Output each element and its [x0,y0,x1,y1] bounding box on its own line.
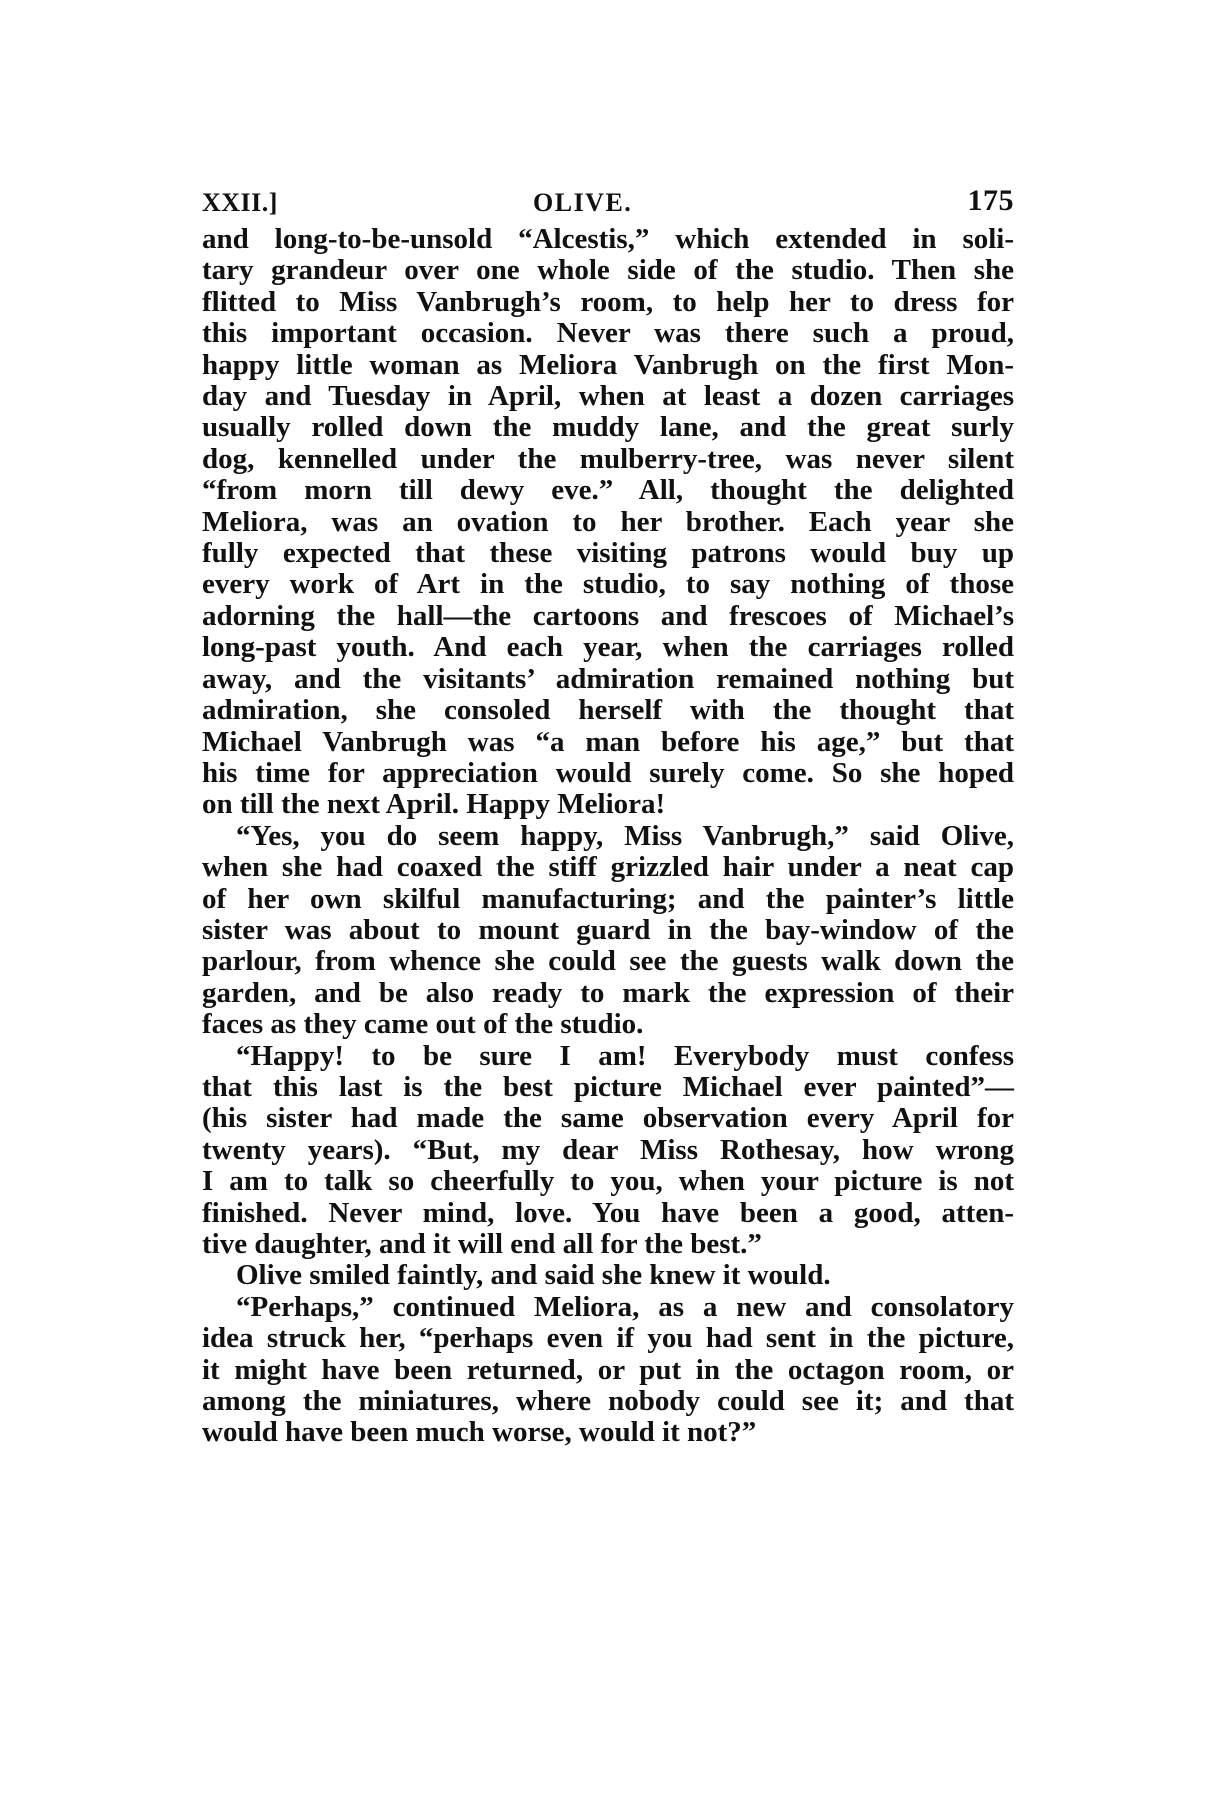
text-line: would have been much worse, would it not?” [202,1416,757,1449]
text-line: garden, and be also ready to mark the expression of their [202,976,1014,1009]
text-line: fully expected that these visiting patrons would buy up [202,537,1014,570]
text-line: that this last is the best picture Michael ever painted”— [202,1070,1014,1103]
text-line: this important occasion. Never was there such a proud, [202,317,1014,350]
text-line: and long-to-be-unsold “Alcestis,” which extended in soli- [202,223,1014,255]
text-line: “Yes, you do seem happy, Miss Vanbrugh,” said Olive, [236,819,1014,852]
text-line: (his sister had made the same observation every April for [202,1102,1014,1135]
text-line: adorning the hall—the cartoons and frescoes of Michael’s [202,599,1014,632]
text-line: it might have been returned, or put in the octagon room, or [202,1353,1014,1386]
text-line: long-past youth. And each year, when the carriages rolled [202,631,1014,664]
text-line: sister was about to mount guard in the bay-window of the [202,913,1014,946]
text-line: day and Tuesday in April, when at least a dozen carriages [202,380,1014,413]
text-line: among the miniatures, where nobody could see it; and that [202,1385,1014,1418]
text-line: faces as they came out of the studio. [202,1008,644,1041]
running-header [202,150,1014,217]
text-line: usually rolled down the muddy lane, and the great surly [202,411,1014,444]
text-line: dog, kennelled under the mulberry-tree, was never silent [202,442,1014,475]
text-line: finished. Never mind, love. You have been a good, atten- [202,1196,1014,1229]
book-page [202,150,1014,217]
text-line: tive daughter, and it will end all for the best.” [202,1228,762,1260]
text-line: every work of Art in the studio, to say nothing of those [202,568,1014,601]
text-line: tary grandeur over one whole side of the studio. Then she [202,254,1014,287]
text-line: flitted to Miss Vanbrugh’s room, to help her to dress for [202,285,1014,318]
text-line: Meliora, was an ovation to her brother. Each year she [202,505,1014,538]
text-line: admiration, she consoled herself with the thought that [202,694,1014,727]
text-line: his time for appreciation would surely come. So she hoped [202,756,1014,789]
text-line: when she had coaxed the stiff grizzled hair under a neat cap [202,851,1014,884]
text-line: of her own skilful manufacturing; and the painter’s little [202,882,1014,915]
text-line: “Happy! to be sure I am! Everybody must confess [236,1039,1014,1072]
page-number: 175 [967,184,1014,217]
text-line: Michael Vanbrugh was “a man before his age,” but that [202,725,1014,758]
text-line: away, and the visitants’ admiration remained nothing but [202,662,1014,695]
body-text [202,224,1014,1449]
running-title: OLIVE. [533,188,633,217]
text-line: parlour, from whence she could see the guests walk down the [202,945,1014,978]
chapter-number: XXII.] [202,188,278,217]
text-line: happy little woman as Meliora Vanbrugh on the first Mon- [202,348,1014,381]
text-line: “from morn till dewy eve.” All, thought the delighted [202,474,1014,507]
text-line: I am to talk so cheerfully to you, when your picture is not [202,1165,1014,1198]
text-line: idea struck her, “perhaps even if you had sent in the picture, [202,1322,1014,1355]
text-line: twenty years). “But, my dear Miss Rothesay, how wrong [202,1133,1014,1166]
text-line: on till the next April. Happy Meliora! [202,788,666,821]
text-line: “Perhaps,” continued Meliora, as a new and consolatory [236,1290,1014,1323]
text-line: Olive smiled faintly, and said she knew it would. [236,1259,831,1292]
